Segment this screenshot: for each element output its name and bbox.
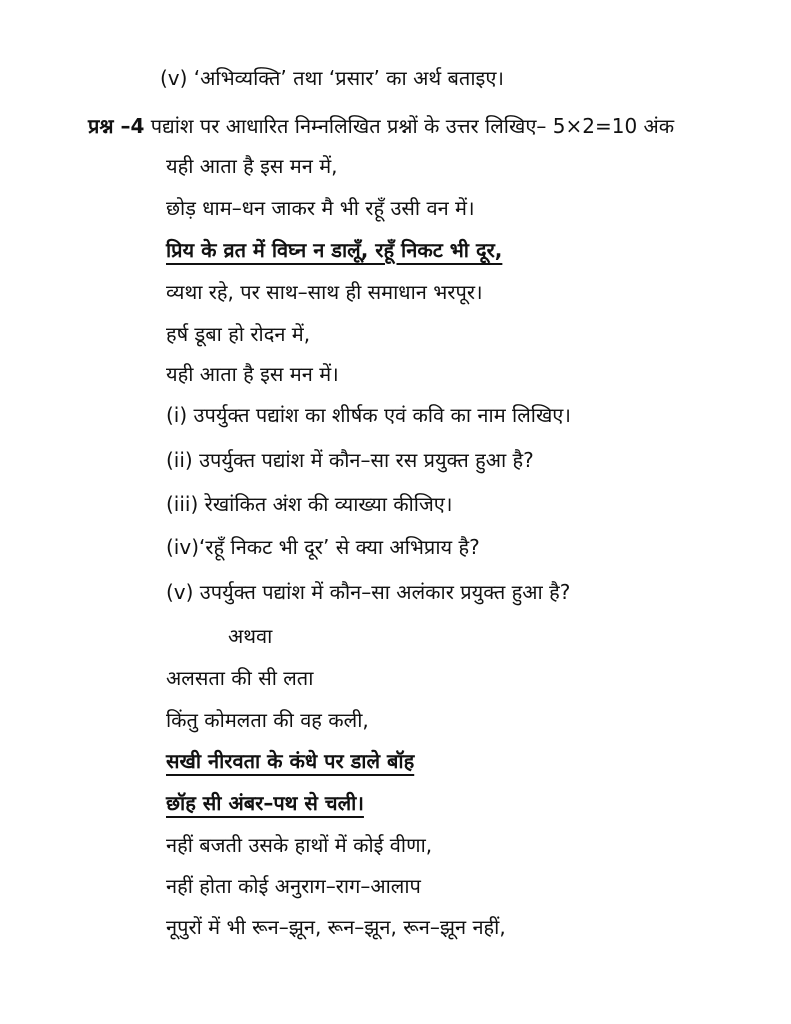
or-label: अथवा	[228, 624, 273, 648]
sub-question-iv: (iv)‘रहूँ निकट भी दूर’ से क्या अभिप्राय है?	[166, 535, 480, 559]
prev-question-item-v: (v) ‘अभिव्यक्ति’ तथा ‘प्रसार’ का अर्थ बताइए।	[160, 66, 504, 90]
poem1-line: यही आता है इस मन में।	[166, 362, 339, 386]
sub-question-iii: (iii) रेखांकित अंश की व्याख्या कीजिए।	[166, 492, 453, 516]
poem2-line: अलसता की सी लता	[166, 666, 314, 690]
question-4-instruction: पद्यांश पर आधारित निम्नलिखित प्रश्नों के उत्तर लिखिए–	[150, 114, 547, 138]
question-4-header	[88, 112, 674, 140]
poem2-line: किंतु कोमलता की वह कली,	[166, 708, 369, 732]
poem2-underlined-line: छॉह सी अंबर–पथ से चली।	[166, 791, 364, 815]
poem1-line: व्यथा रहे, पर साथ–साथ ही समाधान भरपूर।	[166, 280, 483, 304]
sub-question-ii: (ii) उपर्युक्त पद्यांश में कौन–सा रस प्रयुक्त हुआ है?	[166, 448, 534, 472]
sub-question-v: (v) उपर्युक्त पद्यांश में कौन–सा अलंकार प्रयुक्त हुआ है?	[166, 580, 571, 604]
poem2-line: नहीं होता कोई अनुराग–राग–आलाप	[166, 874, 421, 898]
sub-question-i: (i) उपर्युक्त पद्यांश का शीर्षक एवं कवि का नाम लिखिए।	[166, 403, 571, 427]
poem1-line: छोड़ धाम–धन जाकर मै भी रहूँ उसी वन में।	[166, 196, 475, 220]
poem1-underlined-line: प्रिय के व्रत में विघ्न न डालूँ, रहूँ निकट भी दूर,	[166, 238, 503, 262]
question-4-label: प्रश्न –4	[88, 114, 145, 138]
poem1-line: हर्ष डूबा हो रोदन में,	[166, 322, 311, 346]
poem1-line: यही आता है इस मन में,	[166, 154, 338, 178]
poem2-line: नूपुरों में भी रून–झून, रून–झून, रून–झून नहीं,	[166, 915, 506, 939]
poem2-line: नहीं बजती उसके हाथों में कोई वीणा,	[166, 833, 433, 857]
poem2-underlined-line: सखी नीरवता के कंधे पर डाले बॉह	[166, 749, 415, 773]
question-4-marks: 5×2=10 अंक	[552, 114, 675, 138]
